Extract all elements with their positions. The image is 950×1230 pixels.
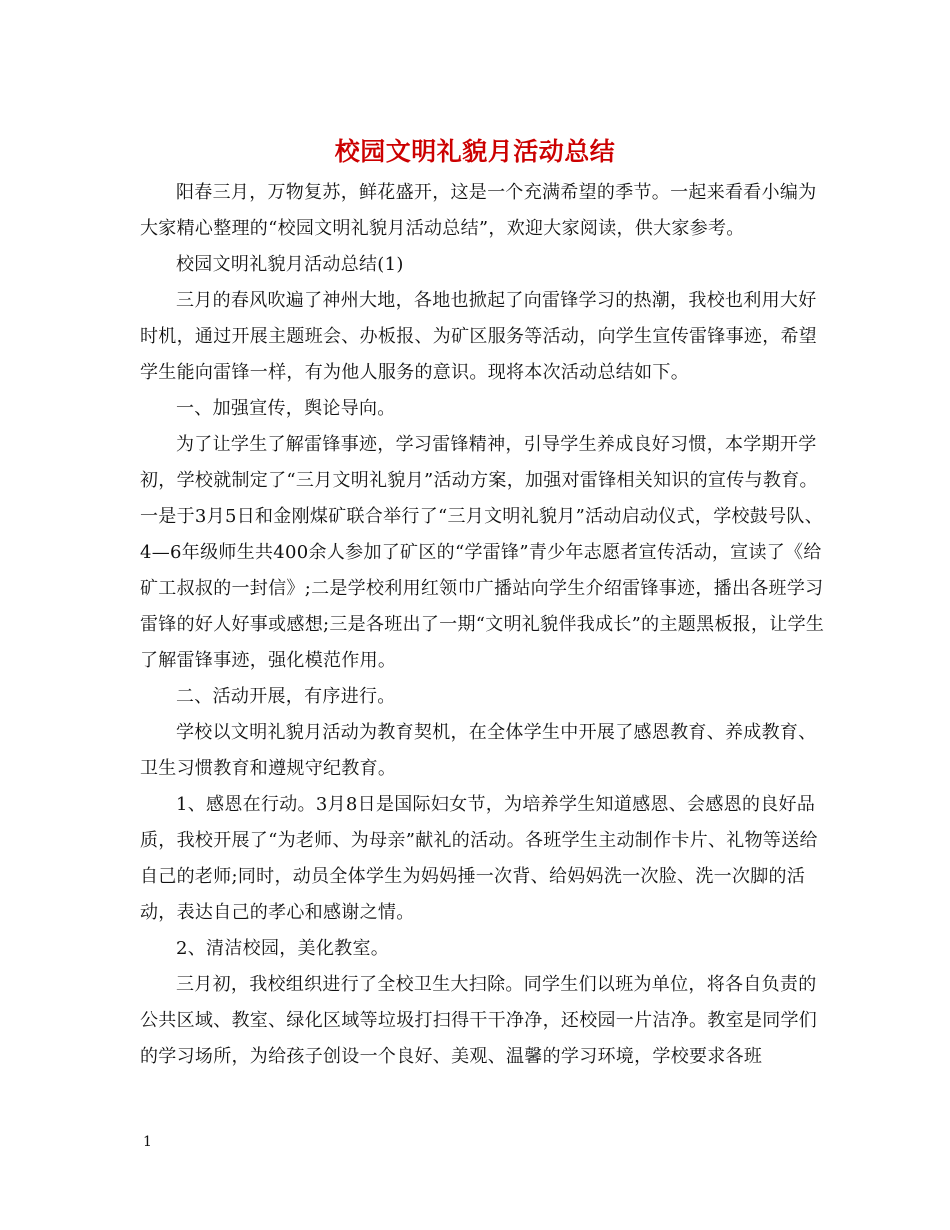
paragraph: 1、感恩在行动。3月8日是国际妇女节，为培养学生知道感恩、会感恩的良好品质，我校开展了“为老师、为母亲”献礼的活动。各班学生主动制作卡片、礼物等送给自己的老师;同时，动员全体学生为妈妈捶一次背、给妈妈洗一次脸、洗一次脚的活动，表达自己的孝心和感谢之情。: [140, 794, 818, 923]
document-title: 校园文明礼貌月活动总结: [334, 137, 616, 166]
section-heading: 二、活动开展，有序进行。: [176, 686, 396, 707]
paragraph: 阳春三月，万物复苏，鲜花盛开，这是一个充满希望的季节。一起来看看小编为大家精心整理的“校园文明礼貌月活动总结”，欢迎大家阅读，供大家参考。: [140, 182, 817, 239]
section-heading: 2、清洁校园，美化教室。: [176, 938, 390, 959]
paragraph: 三月的春风吹遍了神州大地，各地也掀起了向雷锋学习的热潮，我校也利用大好时机，通过开展主题班会、办板报、为矿区服务等活动，向学生宣传雷锋事迹，希望学生能向雷锋一样，有为他人服务的意识。现将本次活动总结如下。: [140, 290, 818, 383]
paragraph: 学校以文明礼貌月活动为教育契机，在全体学生中开展了感恩教育、养成教育、卫生习惯教育和遵规守纪教育。: [140, 722, 817, 779]
section-heading: 校园文明礼貌月活动总结(1): [176, 254, 404, 275]
section-heading: 一、加强宣传，舆论导向。: [176, 398, 396, 419]
paragraph: 为了让学生了解雷锋事迹，学习雷锋精神，引导学生养成良好习惯，本学期开学初，学校就制定了“三月文明礼貌月”活动方案，加强对雷锋相关知识的宣传与教育。一是于3月5日和金刚煤矿联合举行了“三月文明礼貌月”活动启动仪式，学校鼓号队、4—6年级师生共400余人参加了矿区的“学雷锋”青少年志愿者宣传活动，宣读了《给矿工叔叔的一封信》;二是学校利用红领巾广播站向学生介绍雷锋事迹，播出各班学习雷锋的好人好事或感想;三是各班出了一期“文明礼貌伴我成长”的主题黑板报，让学生了解雷锋事迹，强化模范作用。: [140, 434, 825, 671]
page-number: 1: [143, 1134, 152, 1150]
paragraph: 三月初，我校组织进行了全校卫生大扫除。同学生们以班为单位，将各自负责的公共区域、教室、绿化区域等垃圾打扫得干干净净，还校园一片洁净。教室是同学们的学习场所，为给孩子创设一个良好、美观、温馨的学习环境，学校要求各班: [140, 974, 818, 1067]
document-body: [140, 175, 830, 1075]
